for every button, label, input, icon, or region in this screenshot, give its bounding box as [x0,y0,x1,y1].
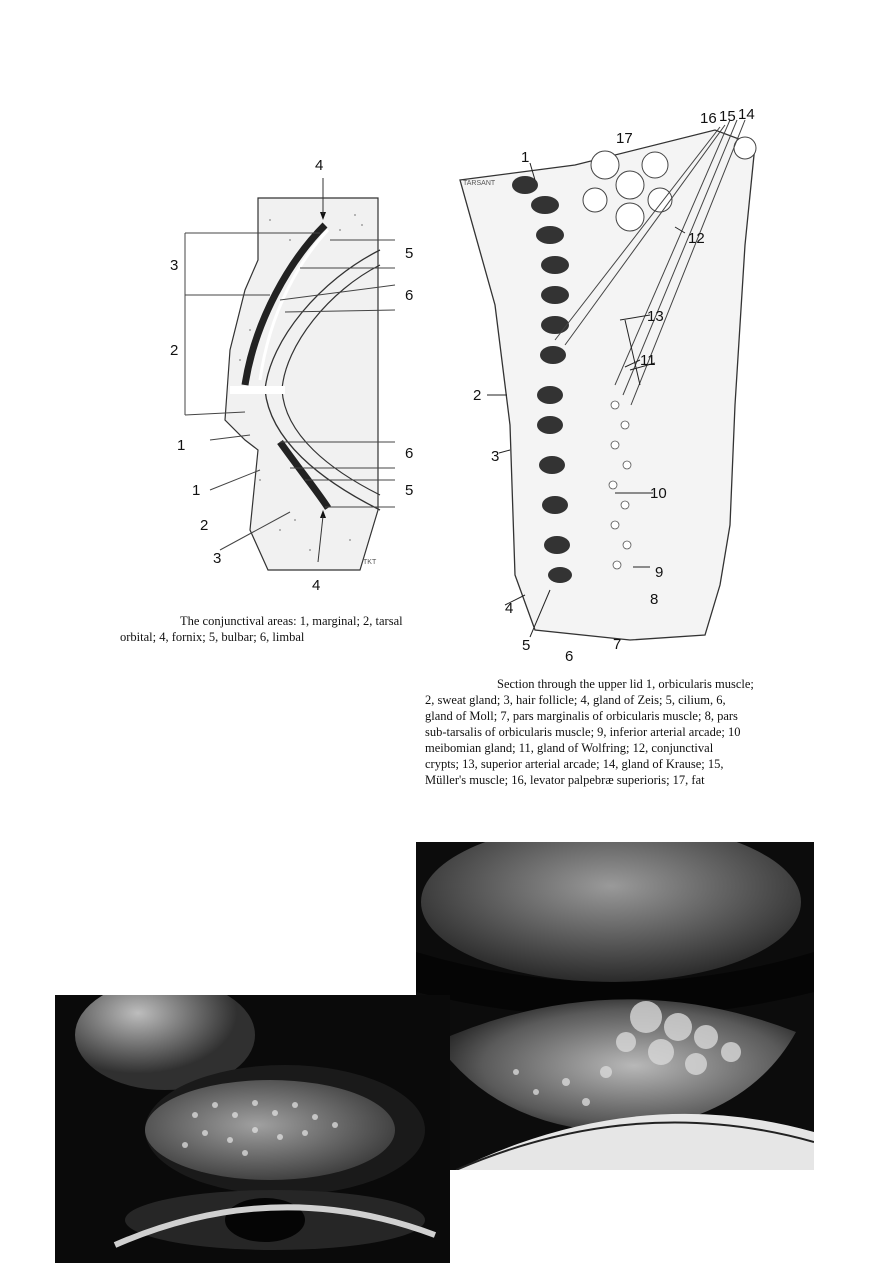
label-4-top: 4 [315,157,324,174]
label-16: 16 [700,110,717,127]
label-1-lower: 1 [192,482,201,499]
label-1: 1 [521,149,530,166]
conjunctival-areas-diagram [150,150,440,600]
label-4: 4 [505,600,514,617]
everted-lid-follicles [145,1080,395,1180]
left-caption-line2: orbital; 4, fornix; 5, bulbar; 6, limbal [120,630,305,644]
label-2-upper: 2 [170,342,179,359]
label-13: 13 [647,308,664,325]
label-5-upper: 5 [405,245,414,262]
label-9: 9 [655,564,664,581]
label-4-bottom: 4 [312,577,321,594]
artist-stamp-right: TARSANT [463,180,496,187]
label-1-upper: 1 [177,437,186,454]
label-14: 14 [738,106,755,123]
right-caption-line: Section through the upper lid 1, orbicularis muscle; [497,677,754,691]
label-12: 12 [688,230,705,247]
right-caption [425,676,795,788]
right-caption-line: Müller's muscle; 16, levator palpebræ superioris; 17, fat [425,773,705,787]
artist-stamp: TKT [363,559,377,566]
label-7: 7 [613,636,622,653]
label-6: 6 [565,648,574,665]
right-caption-line: crypts; 13, superior arterial arcade; 14, gland of Krause; 15, [425,757,724,771]
label-17: 17 [616,130,633,147]
label-6-lower: 6 [405,445,414,462]
label-2: 2 [473,387,482,404]
right-caption-line: gland of Moll; 7, pars marginalis of orbicularis muscle; 8, pars [425,709,738,723]
right-caption-line: 2, sweat gland; 3, hair follicle; 4, gland of Zeis; 5, cilium, 6, [425,693,726,707]
label-5: 5 [522,637,531,654]
right-caption-line: sub-tarsalis of orbicularis muscle; 9, inferior arterial arcade; 10 [425,725,741,739]
label-3-lower: 3 [213,550,222,567]
label-3: 3 [491,448,500,465]
label-3-upper: 3 [170,257,179,274]
label-10: 10 [650,485,667,502]
label-2-lower: 2 [200,517,209,534]
right-caption-line: meibomian gland; 11, gland of Wolfring; 12, conjunctival [425,741,714,755]
label-15: 15 [719,108,736,125]
label-5-lower: 5 [405,482,414,499]
eyelid-papillae-photo [416,842,814,1170]
upper-lid-section-diagram [455,105,780,665]
label-6-upper: 6 [405,287,414,304]
label-11: 11 [640,352,656,369]
eyelid-follicles-photo [55,995,450,1263]
left-caption-line1: The conjunctival areas: 1, marginal; 2, tarsal [180,614,403,628]
label-8: 8 [650,591,659,608]
